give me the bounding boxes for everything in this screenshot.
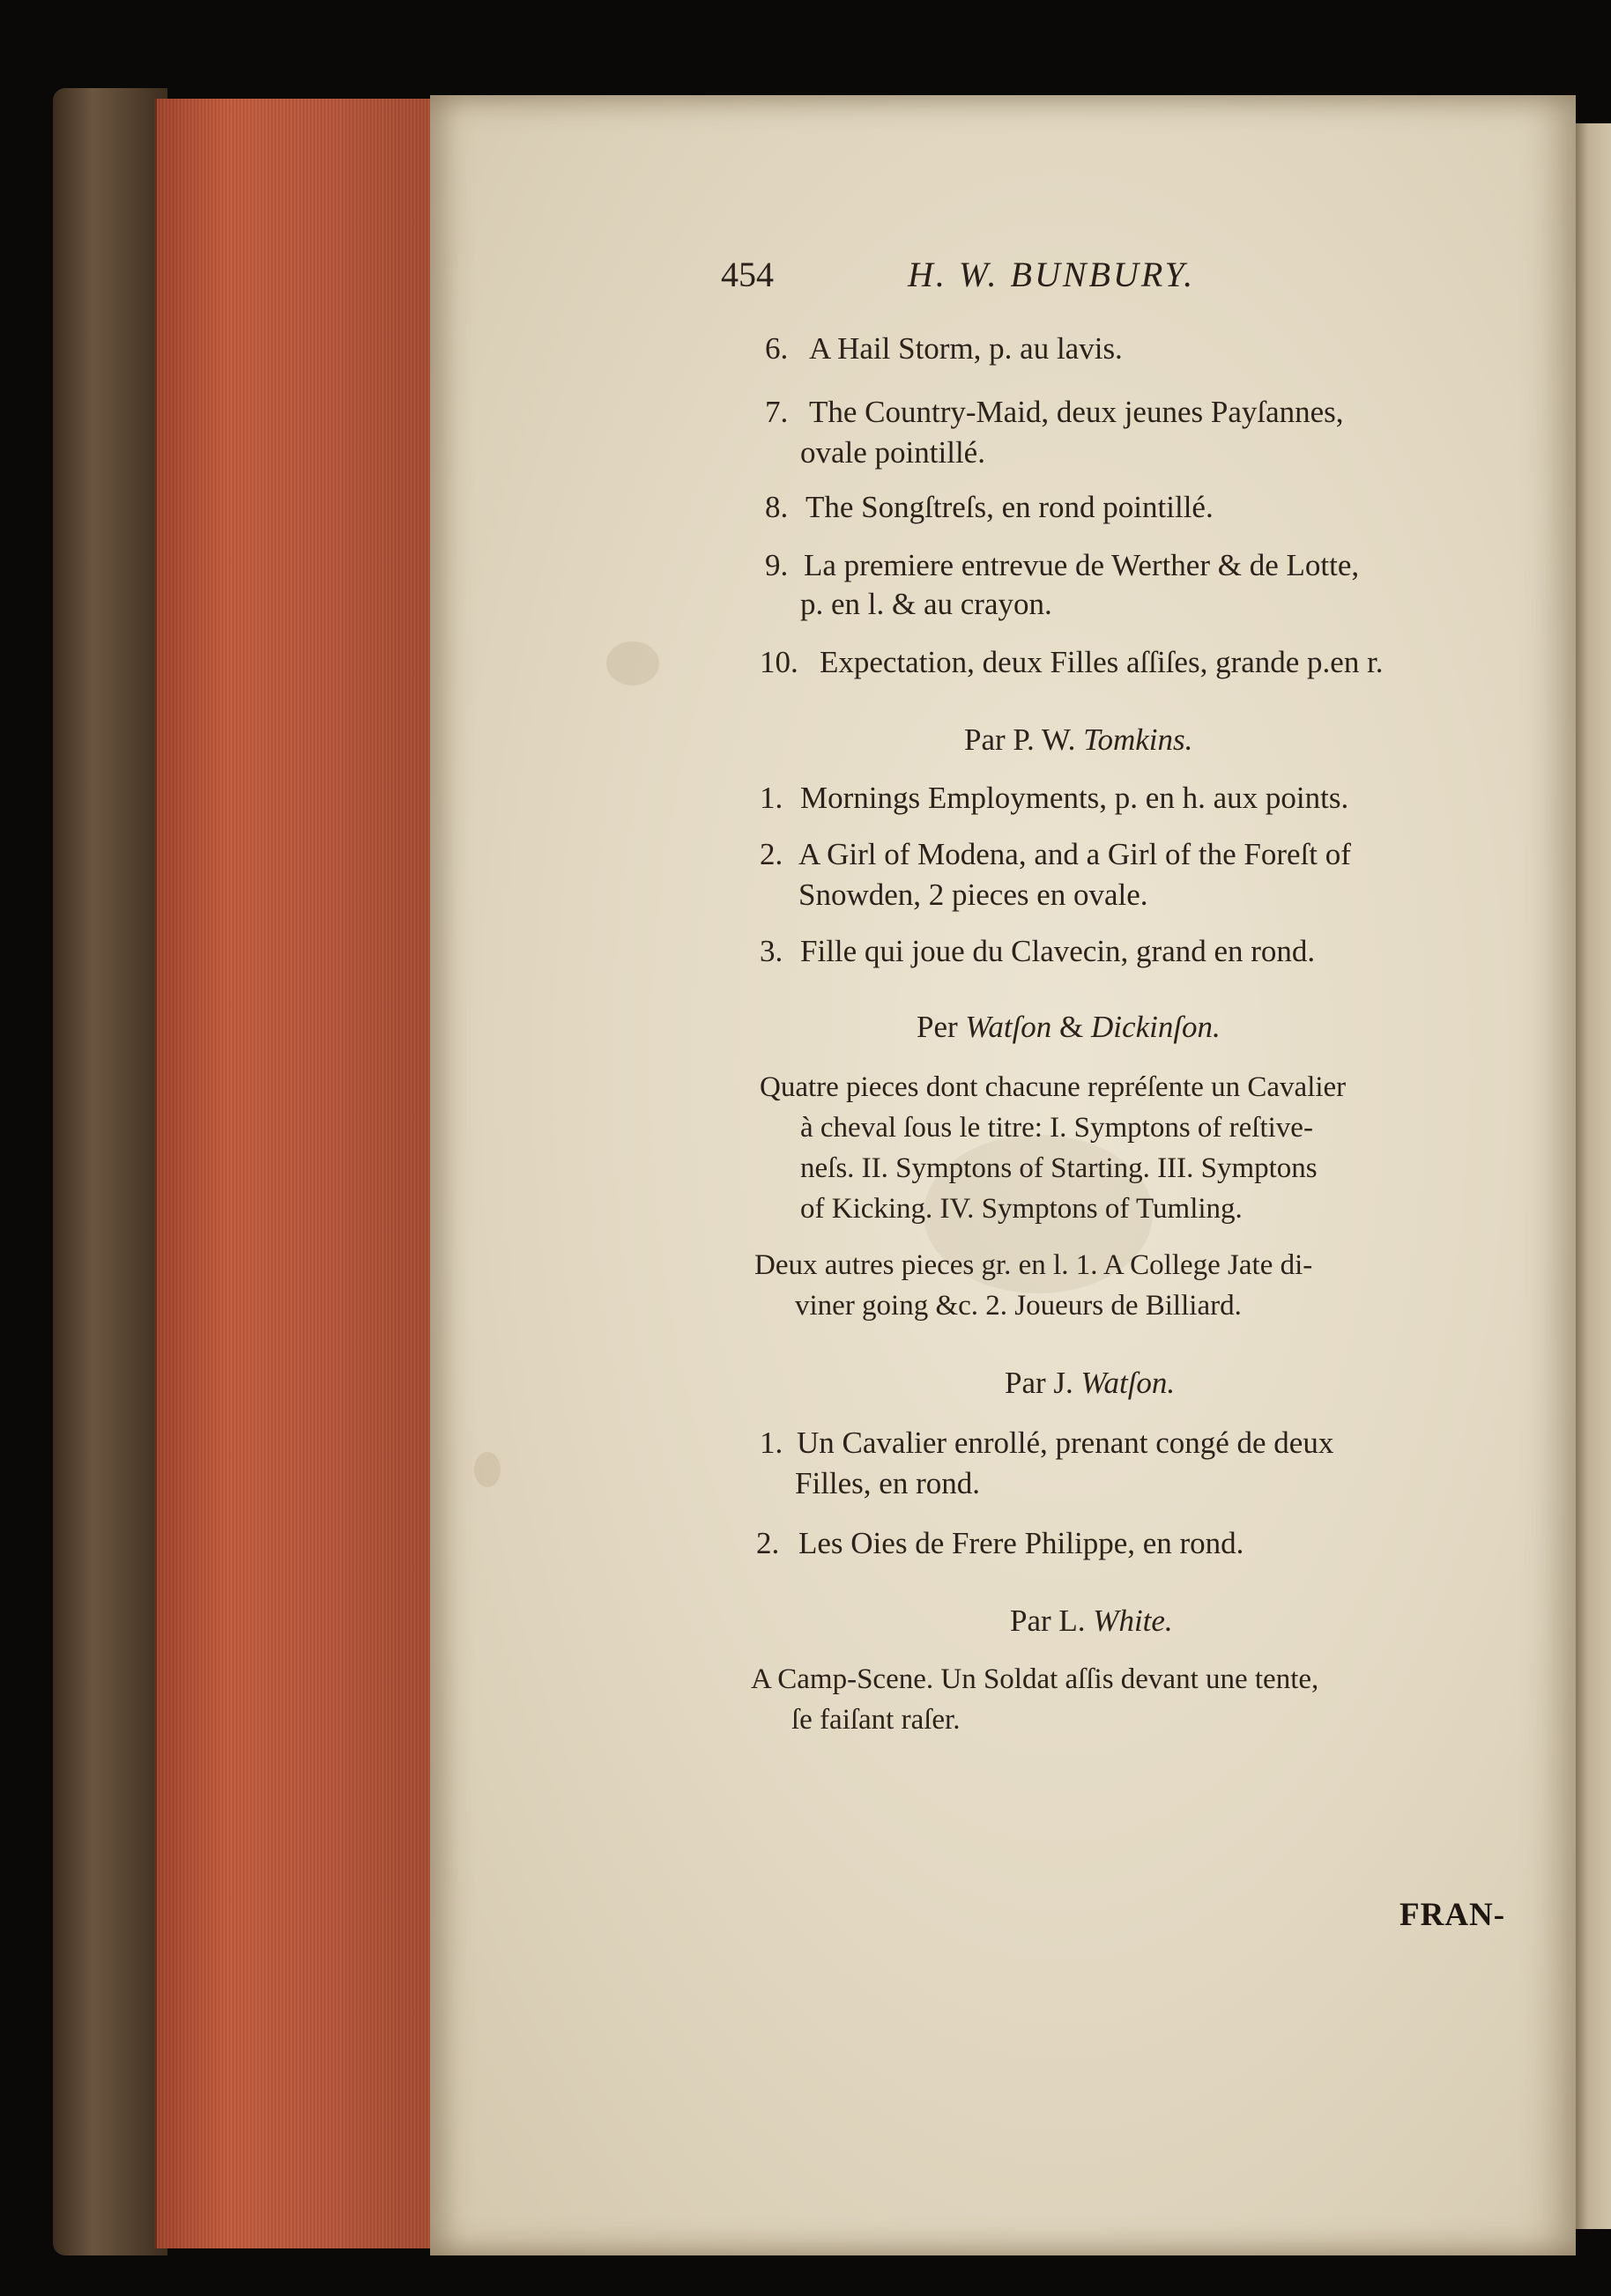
engraver-name: Watſon <box>965 1010 1052 1044</box>
section-heading <box>1005 1367 1175 1398</box>
item-text: Un Cavalier enrollé, prenant congé de deux <box>797 1426 1334 1460</box>
item-number: 6. <box>765 331 789 366</box>
section-prefix: Par P. W. <box>964 722 1076 757</box>
item-number: 8. <box>765 490 789 524</box>
item-number: 3. <box>760 934 783 968</box>
engraver-name: Tomkins. <box>1083 722 1193 757</box>
engraver-name: White. <box>1093 1603 1173 1638</box>
paragraph-line: of Kicking. IV. Symptons of Tumling. <box>800 1193 1243 1225</box>
item-number: 10. <box>760 645 798 679</box>
page-header <box>721 254 1514 307</box>
item-text: Expectation, deux Filles aſſiſes, grande p.en r. <box>820 645 1384 679</box>
item-text: A Girl of Modena, and a Girl of the Foreſt of <box>798 837 1351 871</box>
page-stain <box>606 641 659 685</box>
item-text-continued: ovale pointillé. <box>800 435 985 470</box>
section-prefix: Per <box>917 1010 958 1044</box>
paragraph-line: viner going &c. 2. Joueurs de Billiard. <box>795 1290 1242 1322</box>
item-text: The Country-Maid, deux jeunes Payſannes, <box>809 395 1344 429</box>
item-text-continued: Snowden, 2 pieces en ovale. <box>798 878 1148 912</box>
item-text-continued: Filles, en rond. <box>795 1466 980 1500</box>
item-text: Mornings Employments, p. en h. aux points. <box>800 781 1349 815</box>
item-number: 2. <box>760 837 783 871</box>
page-stain <box>474 1452 501 1487</box>
item-text: La premiere entrevue de Werther & de Lotte, <box>804 548 1360 582</box>
engraver-name: Dickinſon. <box>1091 1010 1221 1044</box>
paragraph-line: à cheval ſous le titre: I. Symptons of reſtive- <box>800 1112 1313 1144</box>
item-text: A Hail Storm, p. au lavis. <box>809 331 1123 366</box>
paragraph-line: A Camp-Scene. Un Soldat aſſis devant une tente, <box>751 1663 1319 1695</box>
item-number: 2. <box>756 1526 780 1560</box>
section-heading <box>1010 1605 1173 1636</box>
item-number: 9. <box>765 548 789 582</box>
item-text: Fille qui joue du Clavecin, grand en rond. <box>800 934 1316 968</box>
ampersand: & <box>1059 1010 1084 1044</box>
item-text: Les Oies de Frere Philippe, en rond. <box>798 1526 1244 1560</box>
item-number: 7. <box>765 395 789 429</box>
red-page-edges <box>154 99 439 2248</box>
section-heading <box>917 1011 1221 1042</box>
catchword: FRAN- <box>1399 1897 1506 1933</box>
book-cover-edge <box>53 88 167 2255</box>
paragraph-line: neſs. II. Symptons of Starting. III. Symptons <box>800 1152 1318 1184</box>
item-text-continued: p. en l. & au crayon. <box>800 587 1052 621</box>
section-heading <box>964 724 1192 755</box>
section-prefix: Par J. <box>1005 1366 1073 1400</box>
page-number: 454 <box>721 255 774 294</box>
paragraph-line: Quatre pieces dont chacune repréſente un Cavalier <box>760 1071 1347 1103</box>
item-number: 1. <box>760 1426 783 1460</box>
engraver-name: Watſon. <box>1080 1366 1176 1400</box>
paragraph-line: Deux autres pieces gr. en l. 1. A College Jate di- <box>754 1249 1313 1281</box>
item-number: 1. <box>760 781 783 815</box>
paragraph-line: ſe faiſant raſer. <box>791 1704 961 1736</box>
item-text: The Songſtreſs, en rond pointillé. <box>806 490 1214 524</box>
running-title: H. W. BUNBURY. <box>908 255 1196 294</box>
section-prefix: Par L. <box>1010 1603 1086 1638</box>
